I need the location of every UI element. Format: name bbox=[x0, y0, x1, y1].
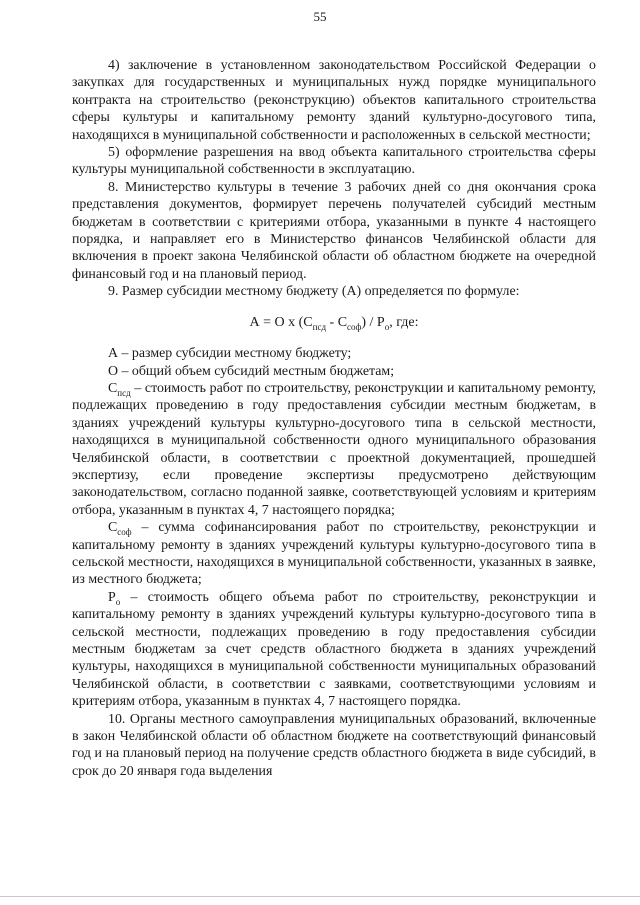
definition-c-psd bbox=[72, 380, 596, 519]
definition-o: О – общий объем субсидий местным бюджетам; bbox=[108, 363, 395, 379]
document-body bbox=[72, 57, 596, 780]
symbol-sub-sof: соф bbox=[117, 526, 132, 537]
formula-mid: - С bbox=[326, 314, 348, 330]
definition-r-o-text: – стоимость общего объема работ по строительству, реконструкции и капитальному ремонту в зданиях учреждений культуры культурно-досугового типа в сельской местности, подлежащих проведению в году предоставления субсидии местным бюджетам за счет средств областного бюджета в зданиях учреждений культуры, находящихся в муниципальной собственности муниципальных образований Челябинской области, в соответствии с заявками, соответствующими условиям и критериям отбора, указанным в пунктах 4, 7 настоящего порядка. bbox=[72, 589, 596, 710]
paragraph-item-4: 4) заключение в установленном законодательством Российской Федерации о закупках для государственных и муниципальных нужд порядке муниципального контракта на строительство (реконструкцию) объектов капитального строительства сферы культуры и капитальному ремонту зданий культурно-досугового типа, находящихся в муниципальной собственности и расположенных в сельской местности; bbox=[72, 58, 596, 143]
symbol-sub-o: о bbox=[115, 596, 121, 607]
definition-c-sof bbox=[72, 519, 596, 589]
symbol-r: Р bbox=[108, 589, 116, 605]
paragraph-clause-10: 10. Органы местного самоуправления муниципальных образований, включенные в закон Челябинской области об областном бюджете на соответствующий финансовый год и на плановый период на получение средств областного бюджета в виде субсидий, в срок до 20 января года выделения bbox=[72, 711, 596, 779]
definition-a: А – размер субсидии местному бюджету; bbox=[108, 346, 352, 362]
formula-sub-psd: псд bbox=[312, 321, 327, 332]
subsidy-formula bbox=[72, 314, 596, 331]
paragraph-item-5: 5) оформление разрешения на ввод объекта капитального строительства сферы культуры муниципальной собственности в эксплуатацию. bbox=[72, 145, 596, 178]
formula-sub-o: о bbox=[384, 321, 390, 332]
symbol-c: С bbox=[108, 520, 118, 536]
definition-c-psd-text: – стоимость работ по строительству, реконструкции и капитальному ремонту, подлежащих проведению в году предоставления субсидии местным бюджетам, в зданиях учреждений культуры культурно-досугового типа в сельской местности, находящихся в муниципальной собственности одного муниципального образования Челябинской области, в соответствии с проектной документацией, прошедшей экспертизу, если проведение экспертизы предусмотрено действующим законодательством, согласно поданной заявке, соответствующей условиям и критериям отбора, указанным в пунктах 4, 7 настоящего порядка; bbox=[72, 380, 596, 518]
paragraph-clause-9: 9. Размер субсидии местному бюджету (А) определяется по формуле: bbox=[108, 284, 520, 300]
paragraph-clause-8: 8. Министерство культуры в течение 3 рабочих дней со дня окончания срока представления документов, формирует перечень получателей субсидий местным бюджетам в соответствии с критериями отбора, указанными в пункте 4 настоящего порядка, и направляет его в Министерство финансов Челябинской области для включения в проект закона Челябинской области об областном бюджете на очередной финансовый год и на плановый период. bbox=[72, 179, 596, 282]
symbol-sub-psd: псд bbox=[117, 387, 131, 398]
formula-rhs-pre: ) / Р bbox=[361, 314, 385, 330]
formula-rhs-post: , где: bbox=[389, 314, 419, 330]
scan-edge-divider bbox=[0, 896, 640, 897]
symbol-c: С bbox=[108, 380, 118, 396]
page-number: 55 bbox=[313, 9, 327, 24]
definition-r-o bbox=[72, 589, 596, 711]
formula-lhs: А = О х (С bbox=[249, 314, 313, 330]
definition-c-sof-text: – сумма софинансирования работ по строительству, реконструкции и капитальному ремонту в зданиях учреждений культуры культурно-досугового типа в сельской местности, находящихся в муниципальной собственности, указанных в заявке, из местного бюджета; bbox=[72, 520, 596, 588]
formula-sub-sof: соф bbox=[347, 321, 362, 332]
